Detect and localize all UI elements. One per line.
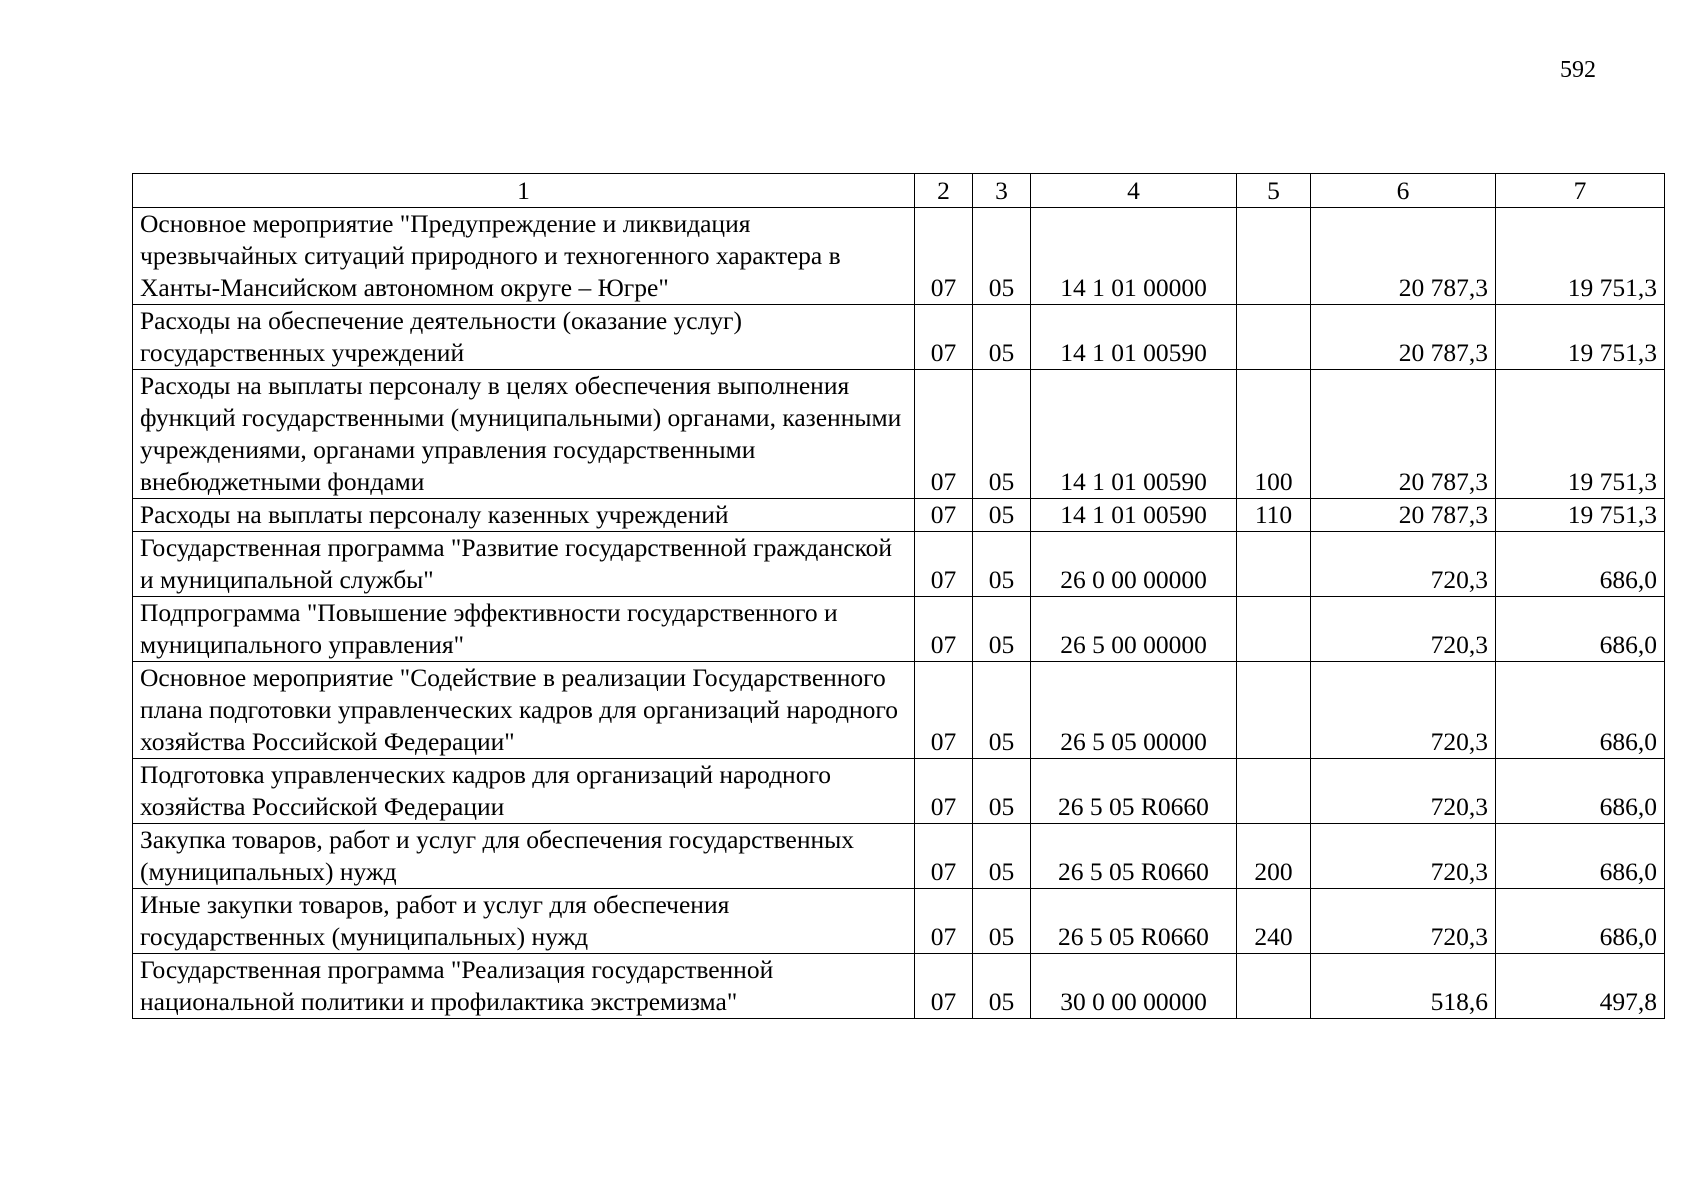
row-col2: 07	[915, 954, 973, 1019]
page-number: 592	[1560, 57, 1596, 83]
header-col-3: 3	[973, 174, 1031, 208]
row-col5: 200	[1237, 824, 1311, 889]
row-col7: 19 751,3	[1496, 208, 1665, 305]
budget-table	[132, 173, 1665, 1019]
row-col7: 686,0	[1496, 597, 1665, 662]
table-row	[133, 662, 1665, 759]
row-col6: 720,3	[1311, 532, 1496, 597]
table-row	[133, 824, 1665, 889]
row-col7: 19 751,3	[1496, 305, 1665, 370]
header-col-5: 5	[1237, 174, 1311, 208]
table-row	[133, 499, 1665, 532]
table-row	[133, 597, 1665, 662]
row-col2: 07	[915, 499, 973, 532]
row-col6: 20 787,3	[1311, 305, 1496, 370]
row-col3: 05	[973, 370, 1031, 499]
row-description: Расходы на выплаты персоналу казенных учреждений	[133, 499, 915, 532]
row-col6: 20 787,3	[1311, 499, 1496, 532]
row-col2: 07	[915, 824, 973, 889]
row-description: Основное мероприятие "Предупреждение и ликвидация чрезвычайных ситуаций природного и техногенного характера в Ханты-Мансийском автономном округе – Югре"	[133, 208, 915, 305]
row-col2: 07	[915, 208, 973, 305]
row-col2: 07	[915, 597, 973, 662]
row-col7: 686,0	[1496, 889, 1665, 954]
row-col3: 05	[973, 954, 1031, 1019]
row-col2: 07	[915, 532, 973, 597]
row-col2: 07	[915, 662, 973, 759]
row-col7: 686,0	[1496, 759, 1665, 824]
row-col3: 05	[973, 824, 1031, 889]
row-col7: 19 751,3	[1496, 370, 1665, 499]
row-col6: 720,3	[1311, 759, 1496, 824]
header-row	[133, 174, 1665, 208]
row-description: Основное мероприятие "Содействие в реализации Государственного плана подготовки управленческих кадров для организаций народного хозяйства Российской Федерации"	[133, 662, 915, 759]
row-col4: 14 1 01 00000	[1031, 208, 1237, 305]
row-description: Государственная программа "Развитие государственной гражданской и муниципальной службы"	[133, 532, 915, 597]
row-description: Подготовка управленческих кадров для организаций народного хозяйства Российской Федерации	[133, 759, 915, 824]
row-col3: 05	[973, 889, 1031, 954]
header-col-6: 6	[1311, 174, 1496, 208]
row-col2: 07	[915, 759, 973, 824]
row-col4: 14 1 01 00590	[1031, 305, 1237, 370]
row-col6: 720,3	[1311, 662, 1496, 759]
header-col-2: 2	[915, 174, 973, 208]
table-row	[133, 370, 1665, 499]
row-col2: 07	[915, 305, 973, 370]
row-col7: 686,0	[1496, 824, 1665, 889]
row-col7: 686,0	[1496, 532, 1665, 597]
row-description: Государственная программа "Реализация государственной национальной политики и профилактика экстремизма"	[133, 954, 915, 1019]
row-description: Расходы на выплаты персоналу в целях обеспечения выполнения функций государственными (муниципальными) органами, казенными учреждениями, органами управления государственными внебюджетными фондами	[133, 370, 915, 499]
row-col4: 26 5 00 00000	[1031, 597, 1237, 662]
row-col7: 19 751,3	[1496, 499, 1665, 532]
row-description: Закупка товаров, работ и услуг для обеспечения государственных (муниципальных) нужд	[133, 824, 915, 889]
row-col4: 26 0 00 00000	[1031, 532, 1237, 597]
row-col3: 05	[973, 532, 1031, 597]
row-col7: 497,8	[1496, 954, 1665, 1019]
row-col3: 05	[973, 662, 1031, 759]
table-row	[133, 954, 1665, 1019]
row-col3: 05	[973, 305, 1031, 370]
table-row	[133, 305, 1665, 370]
header-col-7: 7	[1496, 174, 1665, 208]
row-col5	[1237, 597, 1311, 662]
table-body	[133, 208, 1665, 1019]
row-col5	[1237, 662, 1311, 759]
row-col5	[1237, 208, 1311, 305]
row-col4: 14 1 01 00590	[1031, 499, 1237, 532]
row-col6: 720,3	[1311, 597, 1496, 662]
row-col4: 26 5 05 R0660	[1031, 759, 1237, 824]
row-description: Подпрограмма "Повышение эффективности государственного и муниципального управления"	[133, 597, 915, 662]
header-col-4: 4	[1031, 174, 1237, 208]
table-row	[133, 759, 1665, 824]
row-col2: 07	[915, 370, 973, 499]
row-col3: 05	[973, 597, 1031, 662]
row-col6: 720,3	[1311, 824, 1496, 889]
row-col4: 26 5 05 R0660	[1031, 889, 1237, 954]
row-col4: 26 5 05 R0660	[1031, 824, 1237, 889]
row-col3: 05	[973, 208, 1031, 305]
table-row	[133, 889, 1665, 954]
row-col5	[1237, 954, 1311, 1019]
row-col5: 100	[1237, 370, 1311, 499]
row-col6: 720,3	[1311, 889, 1496, 954]
row-col4: 30 0 00 00000	[1031, 954, 1237, 1019]
row-col7: 686,0	[1496, 662, 1665, 759]
row-col6: 518,6	[1311, 954, 1496, 1019]
row-col5: 110	[1237, 499, 1311, 532]
table-header	[133, 174, 1665, 208]
row-col2: 07	[915, 889, 973, 954]
table-row	[133, 532, 1665, 597]
header-col-1: 1	[133, 174, 915, 208]
row-col6: 20 787,3	[1311, 208, 1496, 305]
row-col3: 05	[973, 759, 1031, 824]
row-col4: 26 5 05 00000	[1031, 662, 1237, 759]
table-row	[133, 208, 1665, 305]
row-description: Иные закупки товаров, работ и услуг для обеспечения государственных (муниципальных) нужд	[133, 889, 915, 954]
row-description: Расходы на обеспечение деятельности (оказание услуг) государственных учреждений	[133, 305, 915, 370]
row-col5	[1237, 532, 1311, 597]
row-col4: 14 1 01 00590	[1031, 370, 1237, 499]
row-col3: 05	[973, 499, 1031, 532]
row-col5	[1237, 759, 1311, 824]
row-col5: 240	[1237, 889, 1311, 954]
row-col6: 20 787,3	[1311, 370, 1496, 499]
row-col5	[1237, 305, 1311, 370]
